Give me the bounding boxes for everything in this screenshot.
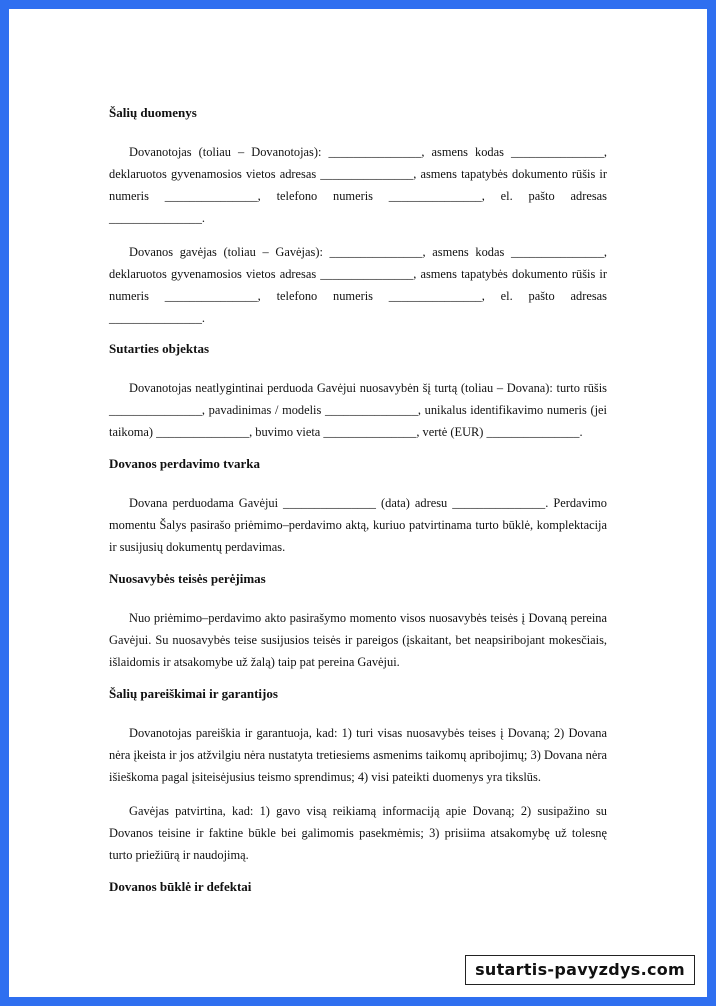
section-heading: Sutarties objektas (109, 341, 210, 356)
paragraph-ownership: Nuo priėmimo–perdavimo akto pasirašymo momento visos nuosavybės teisės į Dovaną pereina Gavėjui. Su nuosavybės teise susijusios teisės ir pareigos (įskaitant, bet neapsiribojant mokesčiais, išlaidomis ir atsakomybe už žalą) taip pat pereina Gavėjui. (109, 611, 607, 669)
section-heading: Dovanos perdavimo tvarka (109, 456, 260, 471)
section-heading: Dovanos būklė ir defektai (109, 879, 252, 894)
paragraph-recipient: Dovanos gavėjas (toliau – Gavėjas): _______________, asmens kodas _______________, deklaruotos gyvenamosios vietos adresas _______________, asmens tapatybės dokumento rūšis ir numeris _______________, telefono numeris _______________, el. pašto adresas _______________. (109, 245, 607, 325)
section-heading: Šalių pareiškimai ir garantijos (109, 686, 278, 701)
document-page (9, 9, 707, 997)
paragraph-donor: Dovanotojas (toliau – Dovanotojas): _______________, asmens kodas _______________, deklaruotos gyvenamosios vietos adresas _______________, asmens tapatybės dokumento rūšis ir numeris _______________, telefono numeris _______________, el. pašto adresas _______________. (109, 145, 607, 225)
paragraph-recipient-confirmations: Gavėjas patvirtina, kad: 1) gavo visą reikiamą informaciją apie Dovaną; 2) susipažino su Dovanos teisine ir faktine būkle bei galimomis pasekmėmis; 3) prisiima atsakomybę už tolesnę turto priežiūrą ir naudojimą. (109, 804, 607, 862)
document-body (109, 104, 607, 915)
section-object (109, 340, 607, 443)
section-warranties (109, 685, 607, 866)
section-ownership (109, 570, 607, 673)
section-transfer (109, 455, 607, 558)
section-parties (109, 104, 607, 329)
section-heading: Nuosavybės teisės perėjimas (109, 571, 266, 586)
section-condition (109, 878, 607, 896)
section-heading: Šalių duomenys (109, 105, 197, 120)
paragraph-object: Dovanotojas neatlygintinai perduoda Gavėjui nuosavybėn šį turtą (toliau – Dovana): turto rūšis _______________, pavadinimas / modelis _______________, unikalus identifikavimo numeris (jei taikoma) _______________, buvimo vieta _______________, vertė (EUR) _______________. (109, 381, 607, 439)
site-watermark: sutartis-pavyzdys.com (465, 955, 695, 985)
paragraph-donor-warranties: Dovanotojas pareiškia ir garantuoja, kad: 1) turi visas nuosavybės teises į Dovaną; 2) Dovana nėra įkeista ir jos atžvilgiu nėra nustatyta tretiesiems asmenims taikomų apribojimų; 3) Dovana nėra išieškoma pagal įsiteisėjusius teismo sprendimus; 4) visi pateikti duomenys yra tikslūs. (109, 726, 607, 784)
paragraph-transfer: Dovana perduodama Gavėjui _______________ (data) adresu _______________. Perdavimo momentu Šalys pasirašo priėmimo–perdavimo aktą, kuriuo patvirtinama turto būklė, komplektacija ir susijusių dokumentų perdavimas. (109, 496, 607, 554)
